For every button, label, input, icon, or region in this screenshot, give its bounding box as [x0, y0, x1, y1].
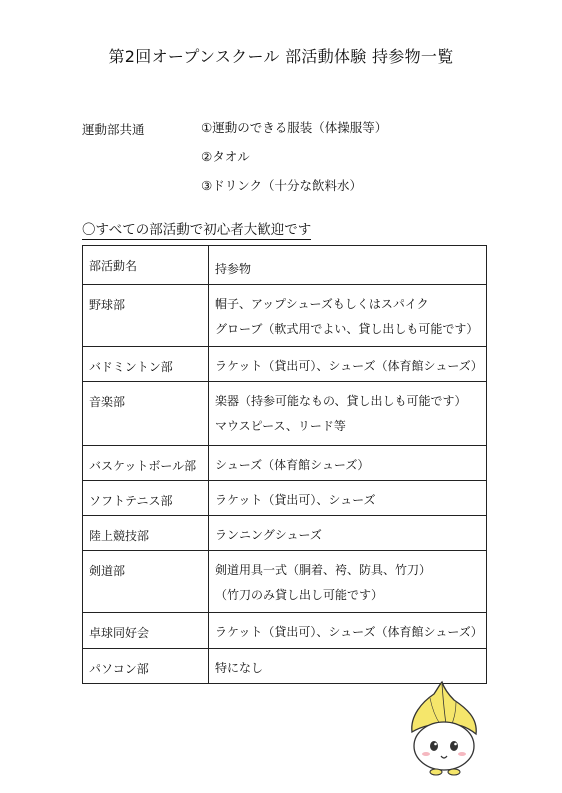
table-row: [83, 516, 487, 551]
table-row: [83, 551, 487, 613]
table-row: [83, 446, 487, 481]
header-club: 部活動名: [83, 246, 209, 285]
table-row: [83, 481, 487, 516]
club-name: ソフトテニス部: [83, 481, 209, 516]
item-line: グローブ（軟式用でよい、貸し出しも可能です）: [215, 322, 479, 336]
club-name: バスケットボール部: [83, 446, 209, 481]
item-line: ラケット（貸出可）、シューズ（体育館シューズ）: [215, 359, 483, 373]
club-items: [209, 347, 487, 382]
table-row: [83, 613, 487, 649]
item-line: ラケット（貸出可）、シューズ（体育館シューズ）: [215, 625, 483, 639]
mascot-face: [414, 722, 474, 770]
item-line: マウスピース、リード等: [215, 419, 346, 433]
table-row: [83, 649, 487, 684]
header-items: 持参物: [209, 246, 487, 285]
common-item: ①運動のできる服装（体操服等）: [201, 120, 388, 135]
club-name: 卓球同好会: [83, 613, 209, 649]
item-line: 帽子、アップシューズもしくはスパイク: [215, 297, 429, 311]
common-label: 運動部共通: [82, 122, 145, 137]
item-line: 特になし: [215, 661, 264, 675]
mascot-character-icon: [400, 680, 490, 780]
club-name: パソコン部: [83, 649, 209, 684]
club-items: [209, 516, 487, 551]
club-items: [209, 551, 487, 613]
item-line: 楽器（持参可能なもの、貸し出しも可能です）: [215, 394, 467, 408]
belongings-table: [82, 245, 487, 684]
common-item: ②タオル: [201, 149, 250, 164]
club-items: [209, 613, 487, 649]
common-item: ③ドリンク（十分な飲料水）: [201, 178, 362, 193]
club-name: バドミントン部: [83, 347, 209, 382]
item-line: ランニングシューズ: [215, 528, 322, 542]
club-items: [209, 446, 487, 481]
item-line: 剣道用具一式（胴着、袴、防具、竹刀）: [215, 563, 432, 577]
item-line: （竹刀のみ貸し出し可能です）: [215, 588, 384, 602]
club-name: 音楽部: [83, 382, 209, 446]
club-items: [209, 649, 487, 684]
club-name: 野球部: [83, 285, 209, 347]
item-line: ラケット（貸出可）、シューズ: [215, 493, 376, 507]
club-items: [209, 481, 487, 516]
common-items-list: [201, 120, 387, 207]
table-header-row: [83, 246, 487, 285]
club-name: 剣道部: [83, 551, 209, 613]
club-name: 陸上競技部: [83, 516, 209, 551]
beginners-welcome-heading: 〇すべての部活動で初心者大歓迎です: [82, 218, 311, 240]
page-title: 第2回オープンスクール 部活動体験 持参物一覧: [108, 47, 454, 66]
table-row: [83, 285, 487, 347]
club-items: [209, 285, 487, 347]
table-row: [83, 382, 487, 446]
club-items: [209, 382, 487, 446]
table-row: [83, 347, 487, 382]
item-line: シューズ（体育館シューズ）: [215, 458, 370, 472]
